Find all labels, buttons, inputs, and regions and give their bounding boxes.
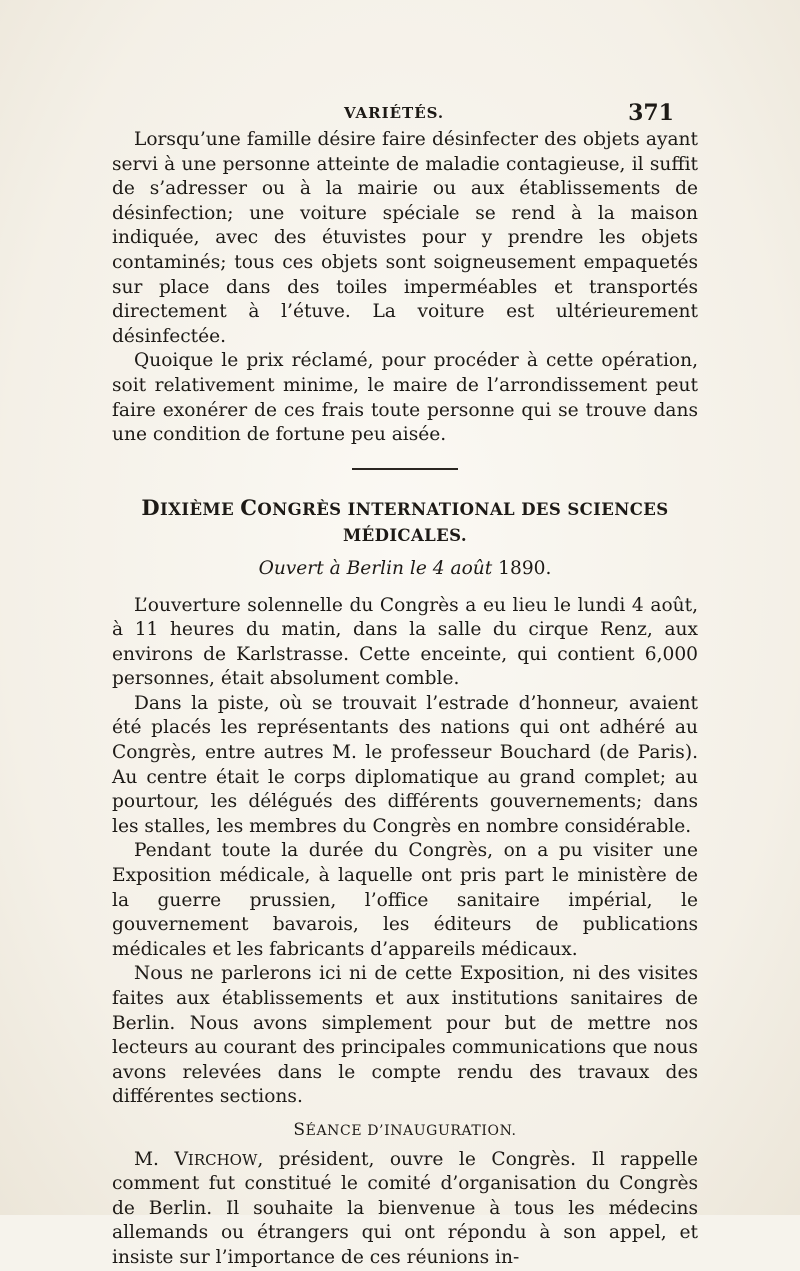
page-number: 371 — [628, 100, 674, 126]
paragraph-ceremony: Dans la piste, où se trouvait l’estrade d’honneur, avaient été placés les représentants des nations qui ont adhéré au Congrès, entre autres M. le professeur Bouchard (de Paris). Au centre était le corps diplomatique au grand complet; au pourtour, les délégués des différents gouvernements; dans les stalles, les membres du Congrès en nombre considérable. — [112, 692, 698, 837]
paragraph-virchow: M. VIRCHOW, président, ouvre le Congrès. Il rappelle comment fut constitué le comité d’organisation du Congrès de Berlin. Il souhaite la bienvenue à tous les médecins allemands ou étrangers qui ont répondu à son appel, et insiste sur l’importance de ces réunions in- — [112, 1148, 698, 1268]
paragraph-opening: L’ouverture solennelle du Congrès a eu lieu le lundi 4 août, à 11 heures du matin, dans la salle du cirque Renz, aux environs de Karlstrasse. Cette enceinte, qui contient 6,000 personnes, était absolument comble. — [112, 594, 698, 690]
page-header — [112, 100, 674, 130]
paragraph-purpose: Nous ne parlerons ici ni de cette Exposition, ni des visites faites aux établissements et aux institutions sanitaires de Berlin. Nous avons simplement pour but de mettre nos lecteurs au courant des principales communications que nous avons relevées dans le compte rendu des travaux des différentes sections. — [112, 963, 698, 1108]
section-dateline: Ouvert à Berlin le 4 août 1890. — [258, 557, 552, 579]
section-divider — [352, 468, 458, 470]
page-body — [112, 128, 698, 1271]
subheading-inauguration: SÉANCE D’INAUGURATION. — [293, 1119, 517, 1140]
section-title: DIXIÈME CONGRÈS INTERNATIONAL DES SCIENCES MÉDICALES. — [141, 494, 669, 546]
paragraph-cost: Quoique le prix réclamé, pour procéder à cette opération, soit relativement minime, le maire de l’arrondissement peut faire exonérer de ces frais toute personne qui se trouve dans une condition de fortune peu aisée. — [112, 350, 698, 446]
paragraph-exposition: Pendant toute la durée du Congrès, on a pu visiter une Exposition médicale, à laquelle ont pris part le ministère de la guerre prussien, l’office sanitaire impérial, le gouvernement bavarois, les éditeurs de publications médicales et les fabricants d’appareils médicaux. — [112, 840, 698, 960]
paragraph-disinfection: Lorsqu’une famille désire faire désinfecter des objets ayant servi à une personne atteinte de maladie contagieuse, il suffit de s’adresser ou à la mairie ou aux établissements de désinfection; une voiture spéciale se rend à la maison indiquée, avec des étuvistes pour y prendre les objets contaminés; tous ces objets sont soigneusement empaquetés sur place dans des toiles imperméables et transportés directement à l’étuve. La voiture est ultérieurement désinfectée. — [112, 129, 698, 347]
running-head: VARIÉTÉS. — [344, 104, 445, 122]
